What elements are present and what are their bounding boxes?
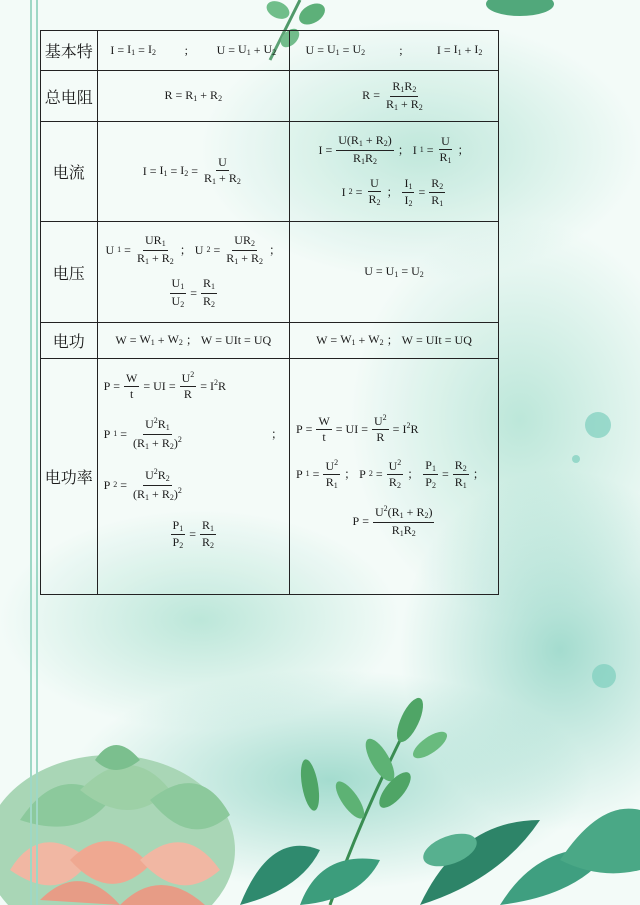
circuit-formula-table <box>40 30 499 595</box>
series-power-cell: P = $\frac{W}{t}$ = UI = $\frac{U^2}{R}$ = $I^2R$ P 1 = $\frac{U^2R_1}{(R_1 + R_2)^2}$ ； P 2 = $\frac{U^2R_2}{(R_1 + R_2)^2}$ $\frac{P_1}{P_2}$ = $\frac{R_1}{R_2}$ <box>97 359 289 595</box>
left-margin-line-inner <box>36 0 38 905</box>
row-voltage <box>41 222 499 323</box>
row-label-work: 电功 <box>41 323 98 359</box>
parallel-work-cell: W = $W_1$ + $W_2$ ； W = UIt = UQ <box>289 323 498 359</box>
row-label-voltage: 电压 <box>41 222 98 323</box>
series-basic-cell: I = $I_1$ = $I_2$ ; U = $U_1$ + $U_2$ <box>97 31 289 71</box>
row-label-basic: 基本特 <box>41 31 98 71</box>
parallel-basic-cell: U = $U_1$ = $U_2$ ; I = $I_1$ + $I_2$ <box>289 31 498 71</box>
parallel-power-cell: P = $\frac{W}{t}$ = UI = $\frac{U^2}{R}$ = $I^2R$ P 1 = $\frac{U^2}{R_1}$ ； P 2 = $\frac{U^2}{R_2}$ ； $\frac{P_1}{P_2}$ = $\frac{R_2}{R_1}$ ； P = $\frac{U^2(R_1 + R_2)}{R_1R_2}$ <box>289 359 498 595</box>
row-power <box>41 359 499 595</box>
row-work <box>41 323 499 359</box>
row-resistance <box>41 71 499 122</box>
row-basic <box>41 31 499 71</box>
series-work-cell: W = $W_1$ + $W_2$ ； W = UIt = UQ <box>97 323 289 359</box>
parallel-resistance-cell: R = $\frac{R_1R_2}{R_1 + R_2}$ <box>289 71 498 122</box>
series-resistance-cell: R = $R_1$ + $R_2$ <box>97 71 289 122</box>
row-label-power: 电功率 <box>41 359 98 595</box>
parallel-current-cell: I = $\frac{U(R_1 + R_2)}{R_1R_2}$ ； I 1 = $\frac{U}{R_1}$ ； I 2 = $\frac{U}{R_2}$ ； $\frac{I_1}{I_2}$ = $\frac{R_2}{R_1}$ <box>289 122 498 222</box>
left-margin-line <box>30 0 32 905</box>
series-voltage-cell: U 1 = $\frac{UR_1}{R_1 + R_2}$ ； U 2 = $\frac{UR_2}{R_1 + R_2}$ ； $\frac{U_1}{U_2}$ = $\frac{R_1}{R_2}$ <box>97 222 289 323</box>
series-current-cell: I = $I_1$ = $I_2$ = $\frac{U}{R_1 + R_2}$ <box>97 122 289 222</box>
row-label-resistance: 总电阻 <box>41 71 98 122</box>
parallel-voltage-cell: U = $U_1$ = $U_2$ <box>289 222 498 323</box>
row-current <box>41 122 499 222</box>
row-label-current: 电流 <box>41 122 98 222</box>
